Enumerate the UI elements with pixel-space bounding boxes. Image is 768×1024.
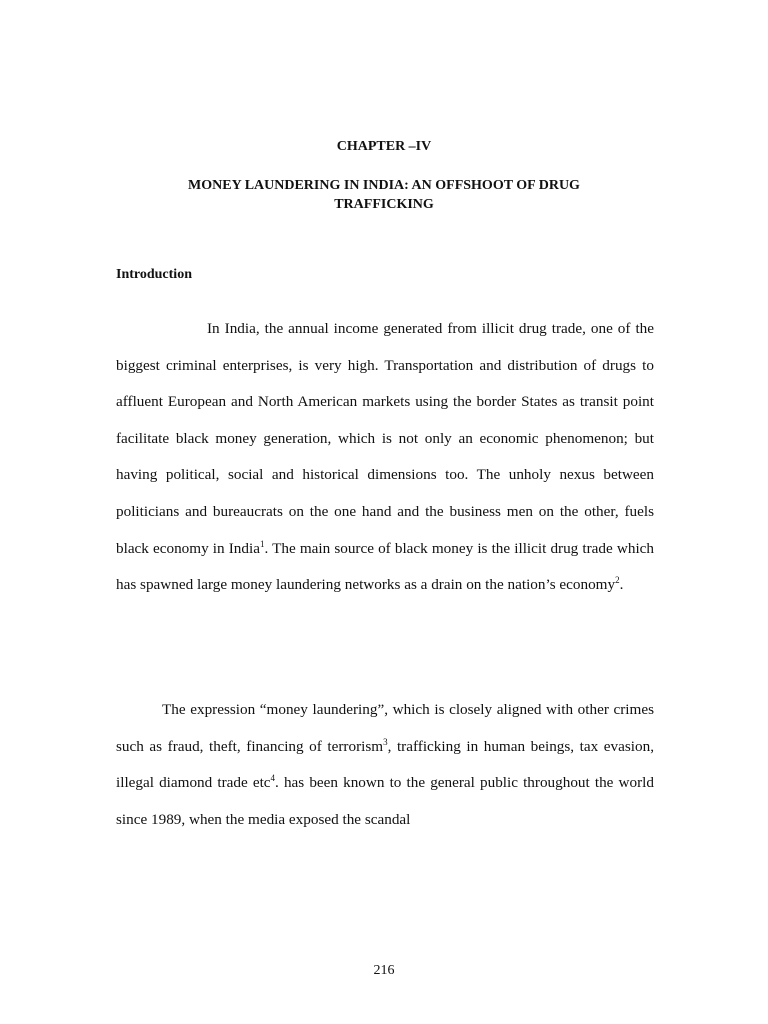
paragraph-text: . The main source of black money is the illicit drug trade which has spawned large money laundering networks as a drain on the nation’s economy [116, 539, 654, 594]
chapter-title: MONEY LAUNDERING IN INDIA: AN OFFSHOOT OF DRUG TRAFFICKING [188, 178, 580, 212]
paragraph-text: . [619, 576, 624, 594]
paragraph-text: . has been known to the general public throughout the world since 1989, when the media exposed the scandal [116, 774, 654, 828]
section-heading: Introduction [116, 267, 192, 282]
paragraph-introduction [116, 311, 654, 604]
paragraph-money-laundering [116, 692, 654, 838]
footnote-ref-4: 4 [270, 773, 276, 784]
footnote-ref-1: 1 [259, 538, 265, 549]
paragraph-text: , trafficking in human beings, tax evasion, illegal diamond trade etc [116, 737, 654, 792]
chapter-number: CHAPTER –IV [336, 139, 432, 154]
paragraph-text: In India, the annual income generated from illicit drug trade, one of the biggest criminal enterprises, is very high. Transportation and distribution of drugs to affluent European and North American markets using the border States as transit point facilitate black money generation, which is not only an economic phenomenon; but having political, social and historical dimensions too. The unholy nexus between politicians and bureaucrats on the one hand and the business men on the other, fuels black economy in India [116, 320, 654, 557]
page-number: 216 [373, 963, 395, 978]
paragraph-text: The expression “money laundering”, which is closely aligned with other crimes such as fraud, theft, financing of terrorism [116, 701, 654, 755]
footnote-ref-3: 3 [383, 736, 388, 747]
footnote-ref-2: 2 [615, 575, 620, 586]
